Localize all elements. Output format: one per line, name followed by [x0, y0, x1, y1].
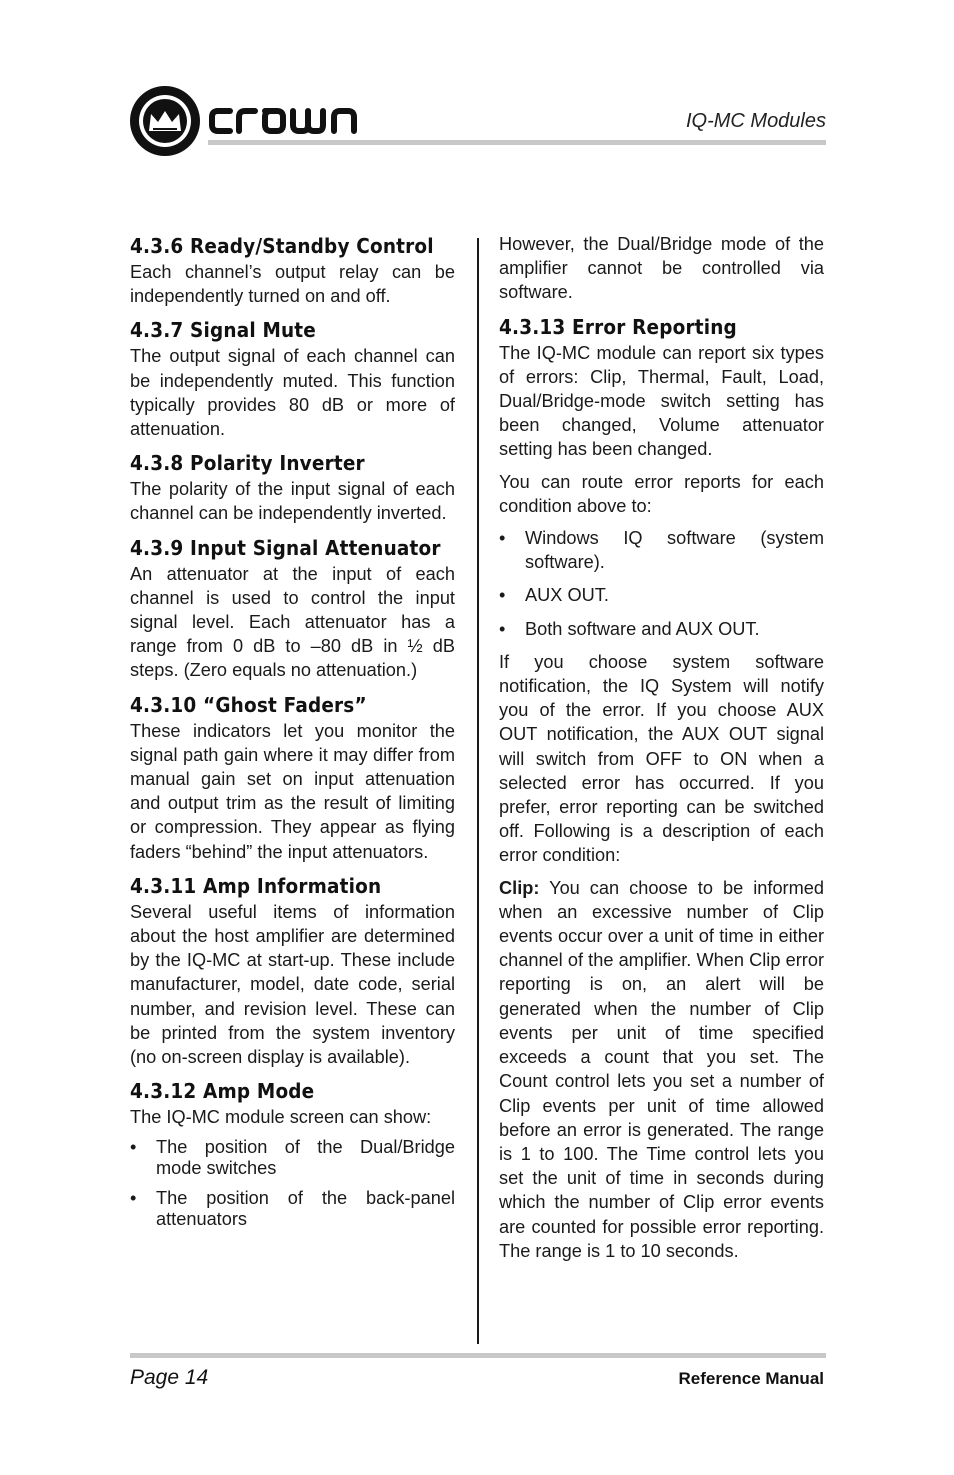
clip-body: You can choose to be informed when an excessive number of Clip events occur over a unit of time in either channel of the amplifier. When Clip error reporting is on, an alert will be generated when the number of Clip events per unit of time specified exceeds a count that you set. The Count control lets you set a number of Clip events per unit of time allowed before an error is generated. The range is 1 to 100. The Time control lets you set the unit of time in seconds during which the number of Clip error events are counted for possible error reporting. The range is 1 to 10 seconds. — [499, 877, 824, 1261]
section-body: The IQ-MC module screen can show: — [130, 1107, 432, 1128]
column-divider — [477, 238, 479, 1344]
section-4-3-6 — [130, 232, 455, 308]
list-item: • The position of the Dual/Bridge mode switches — [130, 1137, 455, 1179]
clip-label: Clip: — [499, 877, 540, 898]
section-heading: 4.3.12 Amp Mode — [130, 1079, 315, 1104]
section-4-3-9 — [130, 534, 455, 683]
section-4-3-7 — [130, 316, 455, 441]
continuation-text: However, the Dual/Bridge mode of the amplifier cannot be controlled via software. — [499, 234, 824, 303]
section-4-3-8 — [130, 449, 455, 525]
crown-seal-logo — [128, 84, 202, 158]
list-item: • Windows IQ software (system software). — [499, 526, 824, 574]
section-heading: 4.3.10 “Ghost Faders” — [130, 692, 367, 717]
section-4-3-10 — [130, 691, 455, 864]
notification-text: If you choose system software notification, the IQ System will notify you of the error. If you choose AUX OUT notification, the AUX OUT signal will switch from OFF to ON when a selected error has occurred. If you prefer, error reporting can be switched off. Following is a description of each error condition: — [499, 651, 824, 866]
section-4-3-12 — [130, 1077, 455, 1230]
footer-rule — [130, 1353, 826, 1358]
section-body: The IQ-MC module can report six types of errors: Clip, Thermal, Fault, Load, Dual/Bridge-mode switch setting has been changed, Volume attenuator setting has been changed. — [499, 342, 824, 460]
section-body: Each channel’s output relay can be independently turned on and off. — [130, 262, 455, 307]
left-column — [130, 232, 455, 1239]
section-4-3-11 — [130, 872, 455, 1069]
section-body: These indicators let you monitor the signal path gain where it may differ from manual gain set on input attenuation and output trim as the result of limiting or compression. They appear as flying faders “behind” the input attenuators. — [130, 720, 455, 862]
amp-mode-list — [130, 1137, 455, 1230]
section-body: The polarity of the input signal of each channel can be independently inverted. — [130, 479, 455, 524]
route-intro: You can route error reports for each condition above to: — [499, 471, 824, 516]
section-heading: 4.3.9 Input Signal Attenuator — [130, 535, 441, 560]
page-header — [128, 84, 826, 158]
clip-paragraph — [499, 876, 824, 1263]
header-title: IQ-MC Modules — [685, 110, 826, 132]
section-heading: 4.3.11 Amp Information — [130, 873, 382, 898]
list-item: • Both software and AUX OUT. — [499, 617, 824, 641]
section-body: The output signal of each channel can be independently muted. This function typically provides 80 dB or more of attenuation. — [130, 346, 455, 440]
list-item: • AUX OUT. — [499, 583, 824, 607]
route-list — [499, 526, 824, 641]
right-column — [499, 232, 824, 1271]
crown-wordmark-logo — [208, 100, 368, 140]
page-number: Page 14 — [130, 1366, 209, 1389]
section-heading: 4.3.8 Polarity Inverter — [130, 451, 365, 476]
section-heading: 4.3.6 Ready/Standby Control — [130, 234, 434, 258]
section-body: Several useful items of information about the host amplifier are determined by the IQ-MC at start-up. These include manufacturer, model, date code, serial number, and revision level. These can be printed from the system inventory (no on-screen display is available). — [130, 901, 455, 1068]
section-heading: 4.3.13 Error Reporting — [499, 314, 737, 339]
section-heading: 4.3.7 Signal Mute — [130, 318, 317, 343]
manual-title: Reference Manual — [678, 1369, 824, 1388]
header-rule — [208, 140, 826, 145]
section-4-3-13 — [499, 313, 824, 1263]
section-body: An attenuator at the input of each channel is used to control the input signal level. Each attenuator has a range from 0 dB to –80 dB in ½ dB steps. (Zero equals no attenuation.) — [130, 563, 455, 681]
list-item: • The position of the back-panel attenuators — [130, 1188, 455, 1230]
